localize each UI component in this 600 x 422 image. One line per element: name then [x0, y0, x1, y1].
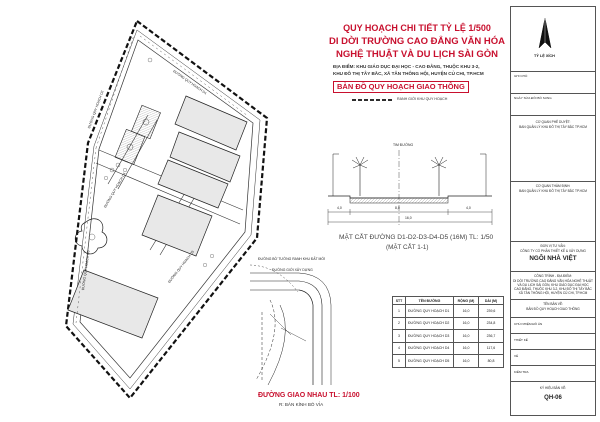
title-line-2: DI DỜI TRƯỜNG CAO ĐẲNG VĂN HÓA	[328, 36, 506, 47]
tree	[203, 263, 207, 267]
palm-tree-right	[431, 157, 447, 196]
strip-divider	[511, 71, 595, 72]
project-line: DI DỜI TRƯỜNG CAO ĐẲNG VĂN HÓA NGHỆ THUẬT	[513, 279, 593, 283]
intersection-label-top: ĐƯỜNG BỜ TƯỜNG RANH KHU ĐẤT MỚI	[258, 257, 326, 261]
map-title: BẢN ĐỒ QUY HOẠCH GIAO THÔNG	[333, 81, 469, 93]
drawing-name: BẢN ĐỒ QUY HOẠCH GIAO THÔNG	[526, 307, 580, 311]
cell: ĐƯỜNG QUY HOẠCH D1	[406, 305, 454, 318]
consultant-label: ĐƠN VỊ TƯ VẤN:	[540, 244, 566, 248]
appraiser-name: BAN QUẢN LÝ KHU ĐÔ THỊ TÂY BẮC TP.HCM	[519, 189, 587, 193]
consultant-name: CÔNG TY CỔ PHẦN THIẾT KẾ & XÂY DỰNG	[520, 249, 586, 253]
strip-divider	[511, 271, 595, 272]
tree	[148, 58, 152, 62]
approver-label: CƠ QUAN PHÊ DUYỆT:	[535, 120, 571, 124]
table-header-row	[393, 297, 504, 305]
dim-carriageway: 8,0	[395, 206, 400, 210]
cell: 16,0	[454, 355, 479, 368]
intersection-subtitle: R: BÁN KÍNH BÓ VỈA	[279, 402, 324, 407]
strip-divider	[511, 241, 595, 242]
dim-sidewalk-right: 4,0	[466, 206, 471, 210]
col-length: DÀI (M)	[479, 297, 504, 305]
cell: 1	[393, 305, 406, 318]
cell: 234,8	[479, 317, 504, 330]
tree	[210, 254, 214, 258]
strip-divider	[511, 381, 595, 382]
cell: 5	[393, 355, 406, 368]
strip-divider	[511, 299, 595, 300]
axis-label: TIM ĐƯỜNG	[393, 143, 414, 147]
road-table	[392, 296, 504, 368]
cell: 16,0	[454, 317, 479, 330]
project-line: VÀ DU LỊCH SÀI GÒN, KHU GIÁO DỤC ĐẠI HỌC	[517, 283, 589, 287]
title-line-3: NGHỆ THUẬT VÀ DU LỊCH SÀI GÒN	[335, 49, 499, 60]
cell: 236,7	[479, 330, 504, 343]
cell: 2	[393, 317, 406, 330]
strip-divider	[511, 365, 595, 366]
title-line-1: QUY HOẠCH CHI TIẾT TỶ LỆ 1/500	[343, 23, 491, 33]
radius-leader	[270, 314, 291, 335]
cell: 4	[393, 342, 406, 355]
road-cross-section	[328, 150, 492, 226]
drawing-label: TÊN BẢN VẼ:	[543, 302, 563, 306]
revision-label: NGÀY SỬA ĐỔI BỔ SUNG	[514, 96, 552, 100]
strip-divider	[511, 317, 595, 318]
sheet-code: QH-06	[544, 395, 562, 401]
address-line-1: ĐỊA ĐIỂM: KHU GIÁO DỤC ĐẠI HỌC - CAO ĐẲNG, THUỘC KHU 3-2,	[333, 64, 480, 69]
strip-divider	[511, 93, 595, 94]
intersection-title: ĐƯỜNG GIAO NHAU TL: 1/100	[258, 392, 360, 399]
staff-role: THIẾT KẾ	[514, 338, 528, 342]
cell: ĐƯỜNG QUY HOẠCH D5	[406, 355, 454, 368]
staff-role: VẼ	[514, 354, 519, 358]
table-row	[393, 305, 504, 318]
cell: 117,6	[479, 342, 504, 355]
cell: 80,8	[479, 355, 504, 368]
lamp-post	[480, 154, 486, 196]
curb-radius	[299, 281, 322, 385]
col-name: TÊN ĐƯỜNG	[406, 297, 454, 305]
project-line: XÃ TÂN THÔNG HỘI, HUYỆN CỦ CHI, TP.HCM	[518, 291, 588, 295]
col-width: RỘNG (M)	[454, 297, 479, 305]
project-line: CAO ĐẲNG, THUỘC KHU 3-2, KHU ĐÔ THỊ TÂY BẮC	[514, 287, 592, 291]
staff-role: KIỂM TRA	[514, 370, 529, 374]
road-label-d2: ĐƯỜNG QUY HOẠCH D2	[87, 90, 105, 130]
cell: ĐƯỜNG QUY HOẠCH D2	[406, 317, 454, 330]
road-label-d1: ĐƯỜNG QUY HOẠCH D1	[172, 69, 208, 96]
curb-radius	[299, 273, 331, 385]
appraiser-label: CƠ QUAN THẨM ĐỊNH:	[535, 184, 571, 188]
sheet-label: KÝ HIỆU BẢN VẼ:	[539, 386, 567, 390]
strip-divider	[511, 181, 595, 182]
section-title: MẶT CẮT ĐƯỜNG D1-D2-D3-D4-D5 (16M) TL: 1/50	[339, 234, 494, 241]
intersection-label-mid: ĐƯỜNG GIỚI XÂY DỰNG	[272, 268, 313, 272]
approver-name: BAN QUẢN LÝ KHU ĐÔ THỊ TÂY BẮC TP.HCM	[519, 125, 587, 129]
cell: 16,0	[454, 330, 479, 343]
road-label-d4: ĐƯỜNG QUY HOẠCH D4	[103, 171, 127, 209]
table-row	[393, 330, 504, 343]
intersection-detail	[250, 265, 331, 385]
table-row	[393, 355, 504, 368]
strip-divider	[511, 349, 595, 350]
col-stt: STT	[393, 297, 406, 305]
legend-label: RANH GIỚI KHU QUY HOẠCH	[397, 97, 448, 101]
address-line-2: KHU ĐÔ THỊ TÂY BẮC, XÃ TÂN THÔNG HỘI, HUYỆN CỦ CHI, TP.HCM	[333, 71, 484, 76]
strip-divider	[511, 333, 595, 334]
notes-label: GHI CHÚ:	[514, 74, 528, 78]
road-label-d3: ĐƯỜNG QUY HOẠCH D3	[81, 250, 91, 291]
road-surface	[328, 196, 492, 198]
tree	[89, 234, 95, 240]
project-label: CÔNG TRÌNH - ĐỊA ĐIỂM:	[534, 274, 572, 278]
cell: 16,0	[454, 342, 479, 355]
table-row	[393, 317, 504, 330]
strip-divider	[511, 115, 595, 116]
road-label-d5: ĐƯỜNG QUY HOẠCH D5	[167, 249, 196, 284]
building	[142, 195, 212, 256]
dim-sidewalk-left: 4,0	[337, 206, 342, 210]
cell: 3	[393, 330, 406, 343]
staff-role: CHỦ NHIỆM ĐỒ ÁN	[514, 322, 543, 326]
cell: 16,0	[454, 305, 479, 318]
section-subtitle: (MẶT CẮT 1-1)	[386, 244, 429, 251]
cell: ĐƯỜNG QUY HOẠCH D4	[406, 342, 454, 355]
north-label: TỶ LỆ XÍCH	[534, 54, 555, 58]
lamp-post	[333, 154, 339, 196]
tree	[104, 176, 108, 180]
table-row	[393, 342, 504, 355]
dim-total: 16,0	[405, 216, 412, 220]
title-strip	[510, 6, 596, 416]
curb-radius	[299, 290, 313, 385]
cell: 239,6	[479, 305, 504, 318]
cell: ĐƯỜNG QUY HOẠCH D3	[406, 330, 454, 343]
company-name: NGÔI NHÀ VIỆT	[529, 255, 577, 262]
palm-tree-left	[352, 157, 368, 196]
